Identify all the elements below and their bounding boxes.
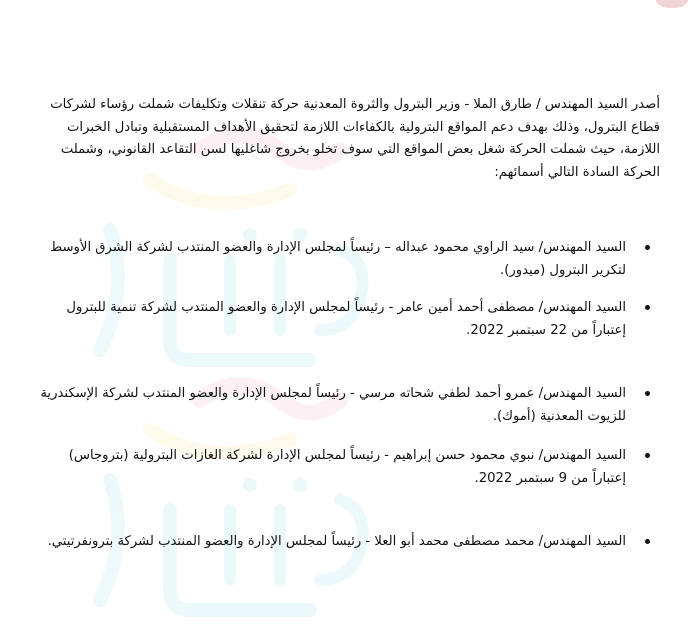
document-body: [40, 94, 660, 553]
intro-paragraph: أصدر السيد المهندس / طارق الملا - وزير البترول والثروة المعدنية حركة تنقلات وتكليفات شملت رؤساء لشركات قطاع البترول، وذلك بهدف دعم المواقع البترولية بالكفاءات اللازمة لتحقيق الأهداف المستقبلية وتبادل الخبرات اللازمة، حيث شملت الحركة شغل بعض المواقع التي سوف تخلو بخروج شاغليها لسن التقاعد القانوني، وشملت الحركة السادة التالي أسمائهم:: [50, 97, 660, 180]
list-item: السيد المهندس/ عمرو أحمد لطفي شحاته مرسي - رئيساً لمجلس الإدارة والعضو المنتدب لشركة الإسكندرية للزيوت المعدنية (أموك).: [40, 382, 660, 428]
list-item: السيد المهندس/ سيد الراوي محمود عبداله – رئيساً لمجلس الإدارة والعضو المنتدب لشركة الشرق الأوسط لتكرير البترول (ميدور).: [40, 236, 660, 282]
list-item: السيد المهندس/ محمد مصطفى محمد أبو العلا - رئيساً لمجلس الإدارة والعضو المنتدب لشركة بترونفرتيتي.: [40, 530, 660, 553]
corner-stamp-mark: [654, 0, 690, 8]
list-item: السيد المهندس/ نبوي محمود حسن إبراهيم - رئيساً لمجلس الإدارة لشركة الغازات البترولية (بتروجاس) إعتباراً من 9 سبتمبر 2022.: [40, 444, 660, 490]
appointments-list: [40, 236, 660, 553]
list-item: السيد المهندس/ مصطفى أحمد أمين عامر - رئيساً لمجلس الإدارة والعضو المنتدب لشركة تنمية للبترول إعتباراً من 22 سبتمبر 2022.: [40, 296, 660, 342]
